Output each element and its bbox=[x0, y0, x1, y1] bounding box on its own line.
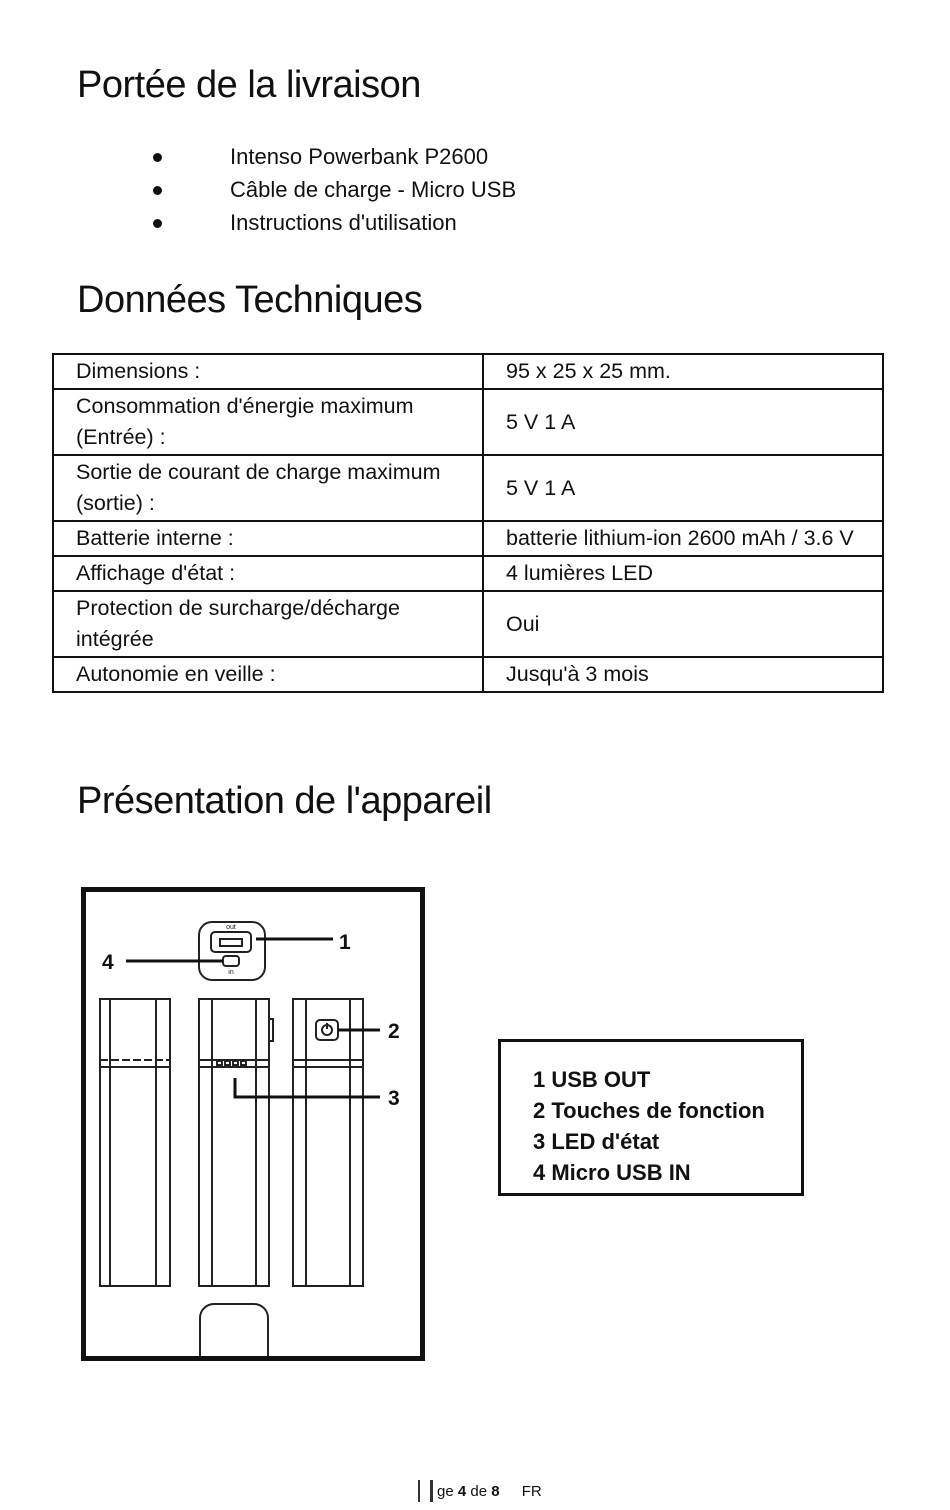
spec-label: Sortie de courant de charge maximum (sortie) : bbox=[53, 455, 483, 521]
specs-table bbox=[52, 353, 884, 693]
page-total: 8 bbox=[491, 1483, 500, 1500]
page-footer bbox=[418, 1480, 542, 1502]
spec-value: 5 V 1 A bbox=[483, 455, 883, 521]
page-number: 4 bbox=[457, 1483, 467, 1500]
table-row bbox=[53, 657, 883, 692]
callout-4: 4 bbox=[102, 951, 114, 974]
legend-item: 2 Touches de fonction bbox=[533, 1098, 765, 1123]
table-row bbox=[53, 591, 883, 657]
legend-item: 1 USB OUT bbox=[533, 1067, 651, 1092]
spec-value: Oui bbox=[483, 591, 883, 657]
table-row bbox=[53, 354, 883, 389]
list-item-text: Intenso Powerbank P2600 bbox=[230, 144, 489, 169]
section-title-presentation: Présentation de l'appareil bbox=[77, 780, 492, 822]
bullet-icon bbox=[153, 219, 162, 228]
table-row bbox=[53, 455, 883, 521]
bullet-icon bbox=[153, 186, 162, 195]
spec-label: Batterie interne : bbox=[53, 521, 483, 556]
spec-value: 95 x 25 x 25 mm. bbox=[483, 354, 883, 389]
language-code: FR bbox=[521, 1483, 542, 1500]
table-row bbox=[53, 521, 883, 556]
spec-label: Autonomie en veille : bbox=[53, 657, 483, 692]
side-view-left bbox=[100, 999, 170, 1286]
footer-prefix: ge bbox=[437, 1483, 454, 1500]
powerbank-drawing bbox=[86, 892, 420, 1356]
legend-item: 4 Micro USB IN bbox=[533, 1160, 691, 1185]
port-in-label: in bbox=[228, 969, 234, 976]
section-title-delivery: Portée de la livraison bbox=[77, 64, 421, 106]
spec-value: batterie lithium-ion 2600 mAh / 3.6 V bbox=[483, 521, 883, 556]
callout-2: 2 bbox=[388, 1020, 400, 1043]
section-title-specs: Données Techniques bbox=[77, 279, 423, 321]
footer-sep: de bbox=[470, 1483, 488, 1500]
diagram-legend bbox=[498, 1039, 804, 1196]
front-view bbox=[199, 999, 273, 1286]
spec-value: Jusqu'à 3 mois bbox=[483, 657, 883, 692]
device-diagram bbox=[81, 887, 425, 1361]
spec-label: Affichage d'état : bbox=[53, 556, 483, 591]
page-marker-icon bbox=[418, 1480, 433, 1502]
spec-value: 4 lumières LED bbox=[483, 556, 883, 591]
list-item-text: Instructions d'utilisation bbox=[230, 210, 457, 235]
table-row bbox=[53, 389, 883, 455]
spec-label: Dimensions : bbox=[53, 354, 483, 389]
side-view-right bbox=[293, 999, 363, 1286]
callout-3: 3 bbox=[388, 1087, 400, 1110]
spec-value: 5 V 1 A bbox=[483, 389, 883, 455]
legend-item: 3 LED d'état bbox=[533, 1129, 660, 1154]
list-item-text: Câble de charge - Micro USB bbox=[230, 177, 517, 202]
bullet-icon bbox=[153, 153, 162, 162]
callout-1: 1 bbox=[339, 931, 351, 954]
bottom-end-view bbox=[200, 1304, 268, 1356]
table-row bbox=[53, 556, 883, 591]
spec-label: Consommation d'énergie maximum (Entrée) : bbox=[53, 389, 483, 455]
spec-label: Protection de surcharge/décharge intégrée bbox=[53, 591, 483, 657]
port-out-label: out bbox=[226, 924, 236, 931]
